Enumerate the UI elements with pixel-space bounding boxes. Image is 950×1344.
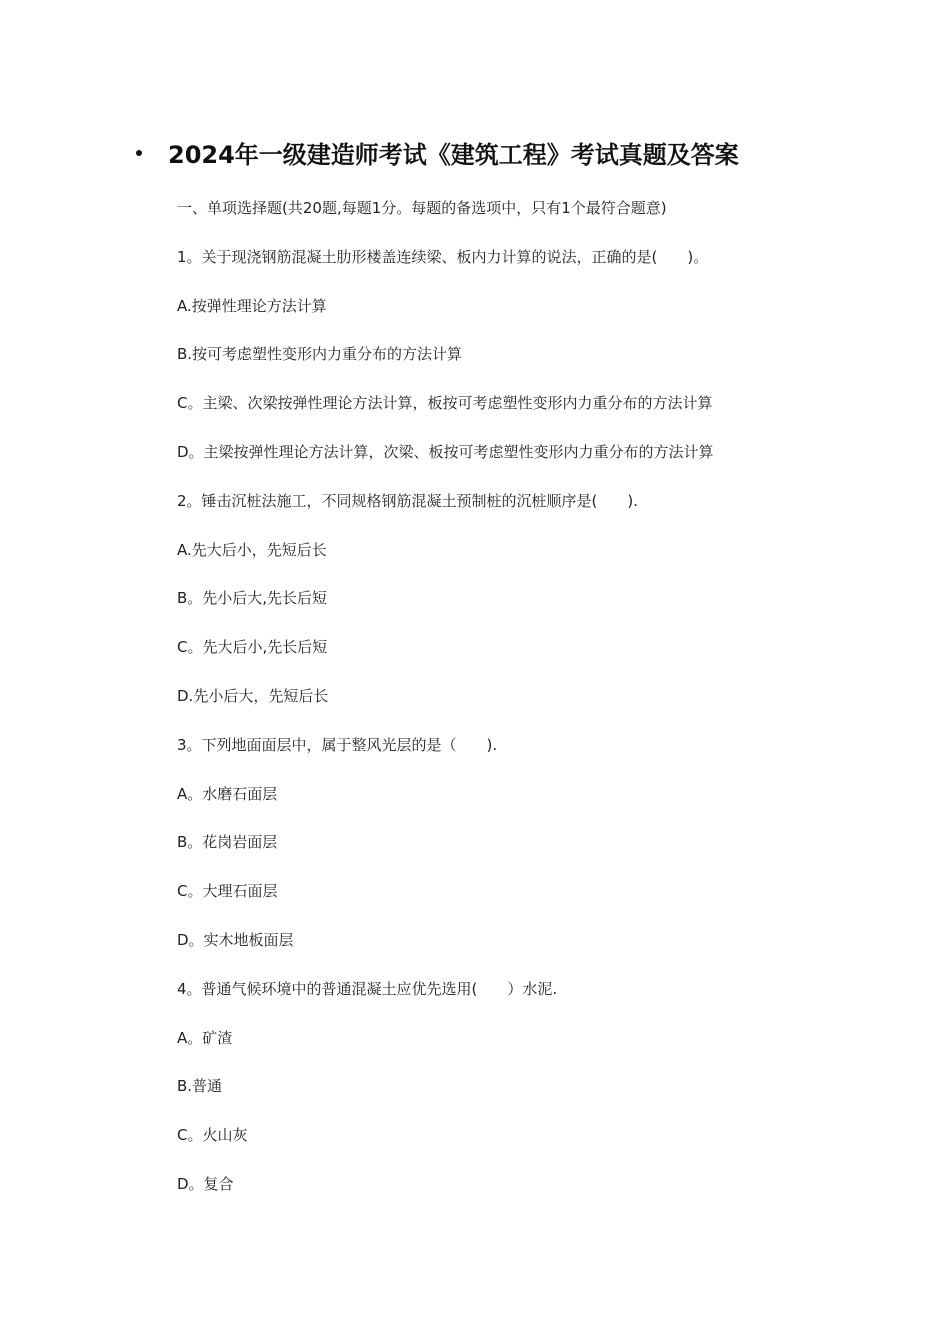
question-3-option-a: A。水磨石面层 (177, 784, 278, 803)
question-2-stem: 2。锤击沉桩法施工，不同规格钢筋混凝土预制桩的沉桩顺序是( ). (177, 491, 639, 510)
question-3-option-b: B。花岗岩面层 (177, 833, 278, 852)
question-1-option-c: C。主梁、次梁按弹性理论方法计算，板按可考虑塑性变形内力重分布的方法计算 (177, 394, 713, 413)
question-2-option-c: C。先大后小,先长后短 (177, 638, 328, 657)
question-4-option-c: C。火山灰 (177, 1126, 248, 1145)
question-4-option-d: D。复合 (177, 1174, 234, 1193)
question-3-stem: 3。下列地面面层中，属于整风光层的是（ ). (177, 735, 498, 754)
question-1-option-b: B.按可考虑塑性变形内力重分布的方法计算 (177, 345, 463, 364)
question-3-option-d: D。实木地板面层 (177, 930, 294, 949)
title-row (136, 132, 916, 172)
question-3-option-c: C。大理石面层 (177, 882, 278, 901)
question-1-option-a: A.按弹性理论方法计算 (177, 296, 327, 315)
question-2-option-b: B。先小后大,先长后短 (177, 589, 328, 608)
page-title: 2024年一级建造师考试《建筑工程》考试真题及答案 (168, 140, 739, 169)
question-1-stem: 1。关于现浇钢筋混凝土肋形楼盖连续梁、板内力计算的说法，正确的是( )。 (177, 247, 709, 266)
question-1-option-d: D。主梁按弹性理论方法计算，次梁、板按可考虑塑性变形内力重分布的方法计算 (177, 442, 714, 461)
question-4-stem: 4。普通气候环境中的普通混凝土应优先选用( ）水泥. (177, 979, 558, 998)
bullet-icon (136, 150, 142, 156)
question-4-option-b: B.普通 (177, 1077, 223, 1096)
question-2-option-a: A.先大后小，先短后长 (177, 540, 327, 559)
question-2-option-d: D.先小后大，先短后长 (177, 686, 329, 705)
section-heading: 一、单项选择题(共20题,每题1分。每题的备选项中，只有1个最符合题意) (177, 199, 667, 217)
question-list (177, 198, 897, 1223)
question-4-option-a: A。矿渣 (177, 1028, 233, 1047)
